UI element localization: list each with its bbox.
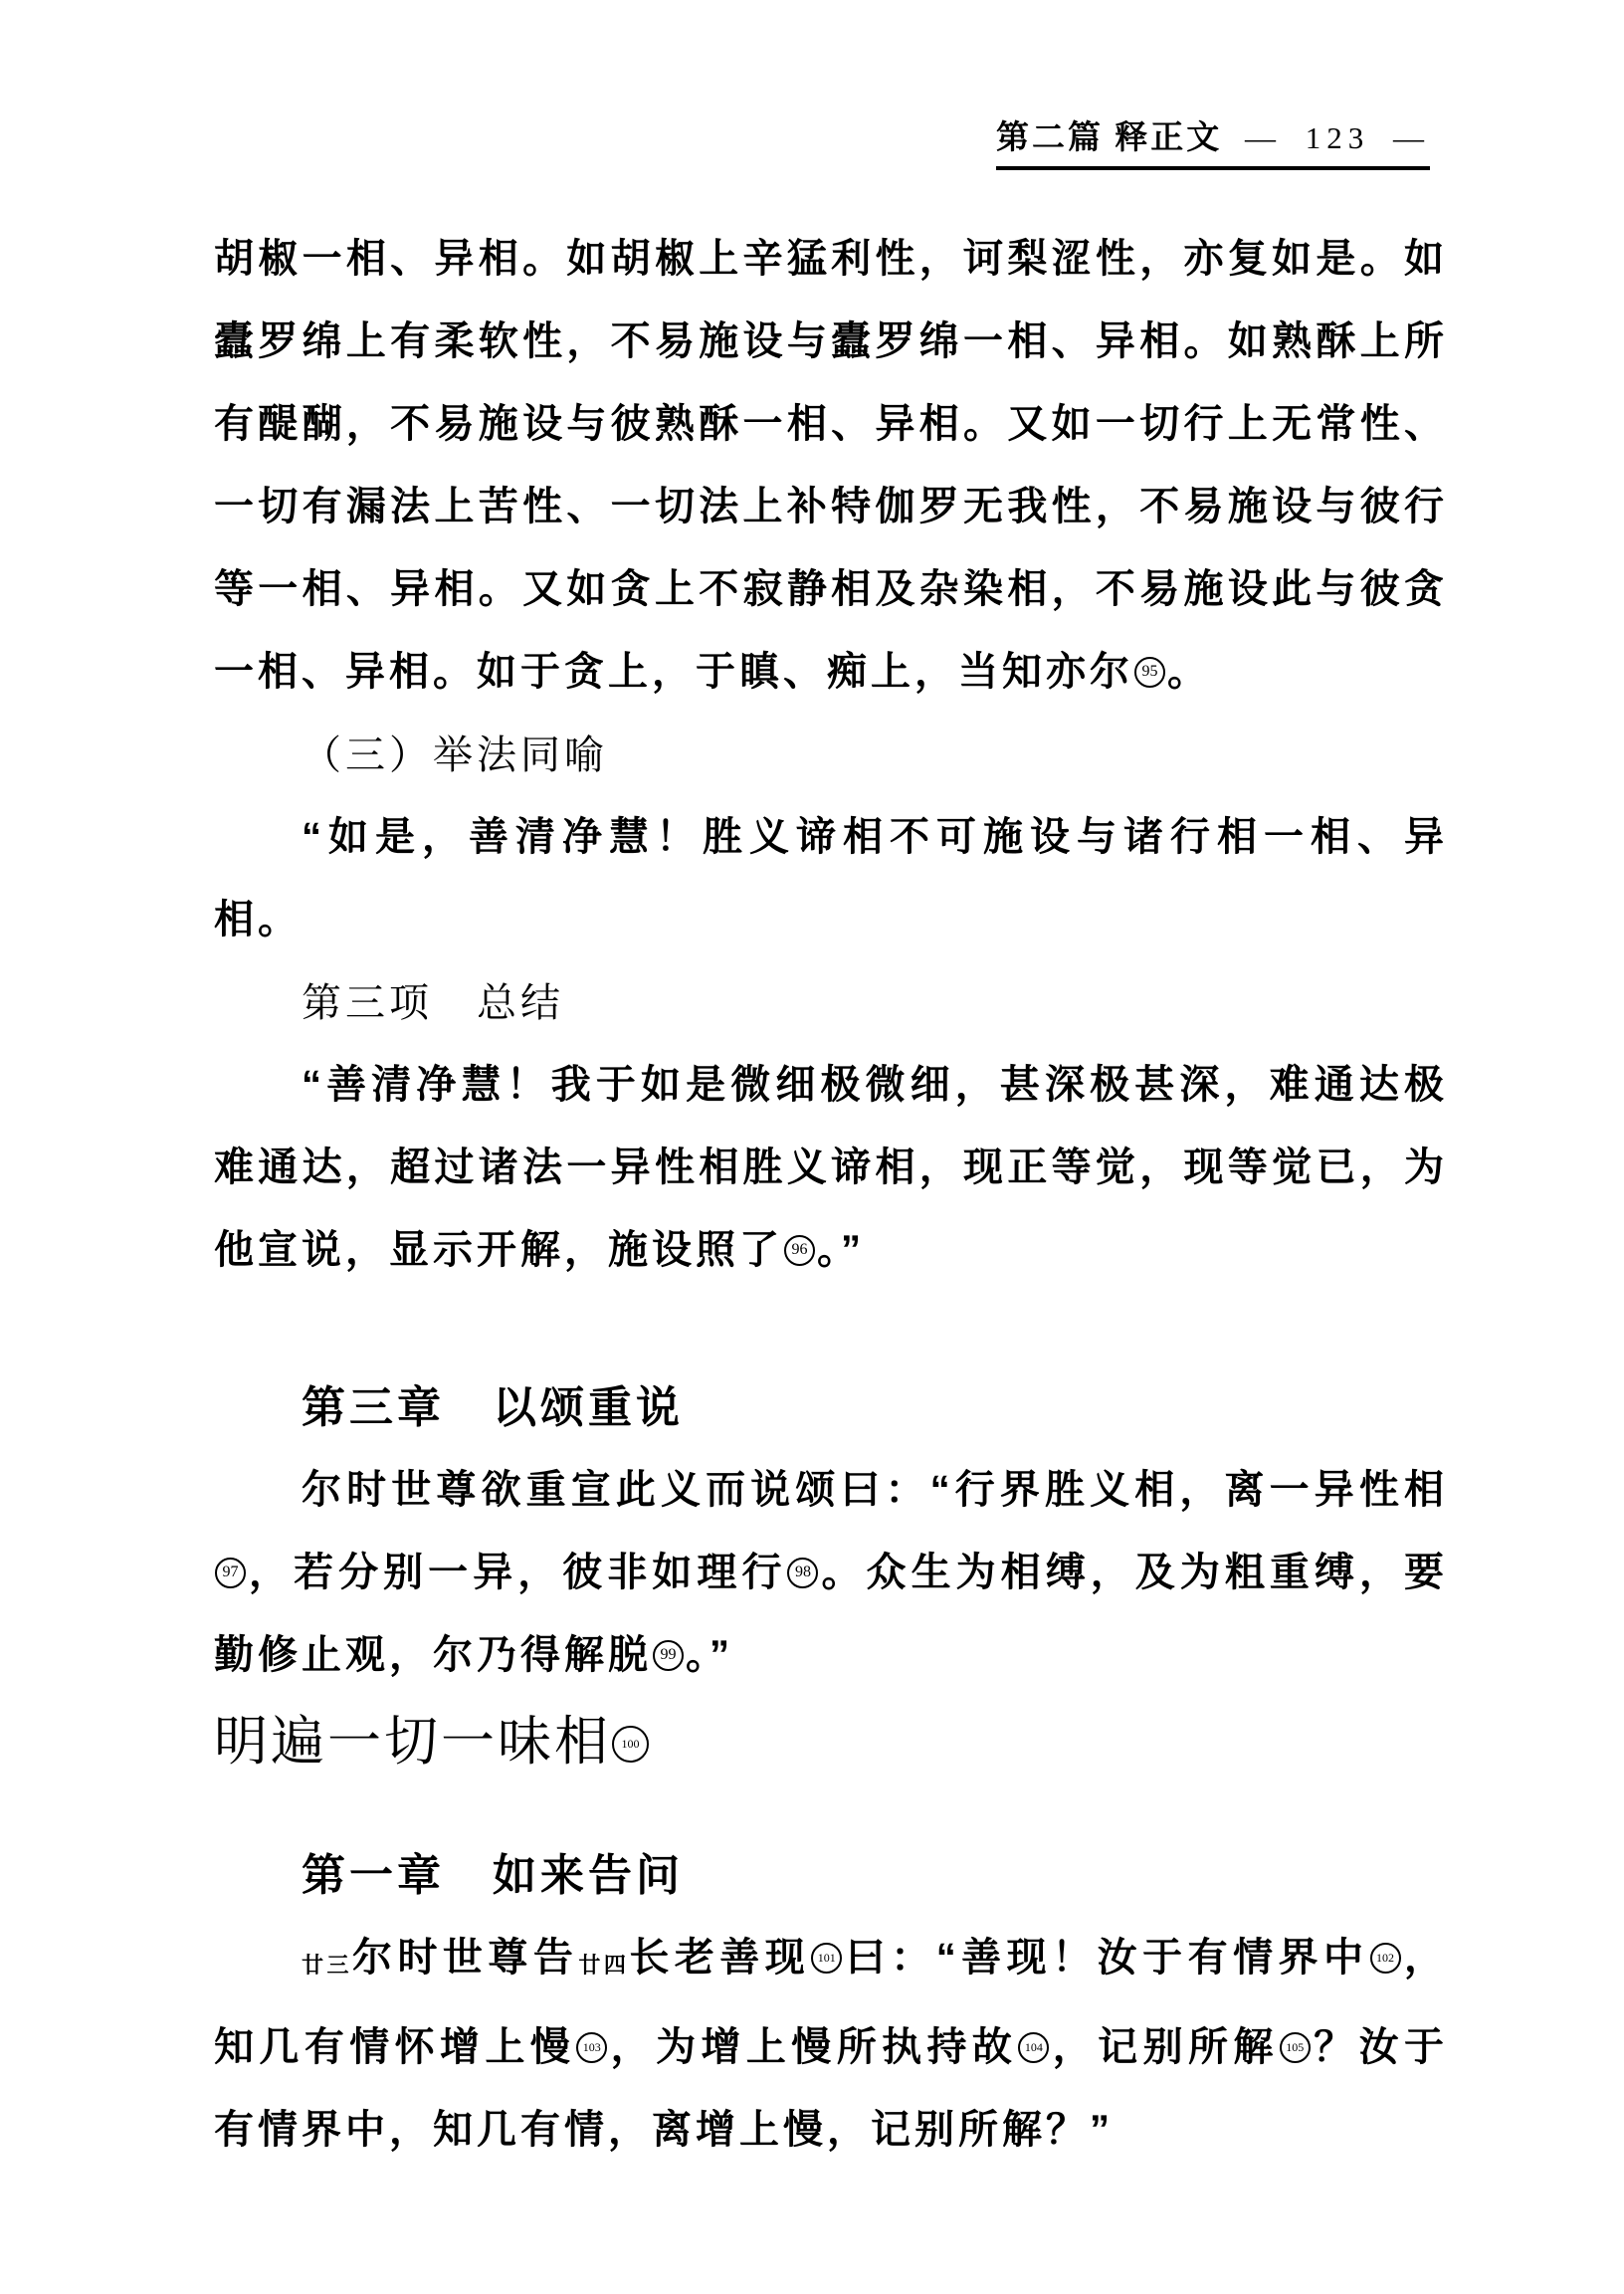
small-section-marker: 廿四: [578, 1953, 630, 1978]
subsection-heading-simile: （三）举法同喻: [302, 732, 608, 777]
paragraph-quote: “如是，善清净慧！胜义谛相不可施设与诸行相一相、异相。: [214, 815, 1448, 941]
paragraph-verse: 尔时世尊欲重宣此义而说颂曰：“行界胜义相，离一异性相97 ，若分别一异，彼非如理行 98 。众生为相缚，及为粗重缚，要勤修止观，尔乃得解脱 99 。”: [214, 1468, 1449, 1677]
section-heading-one-taste: 明遍一切一味相 100: [214, 1697, 1448, 1786]
chapter-heading-ask: 第一章 如来告问: [302, 1851, 684, 1900]
footnote-ref-103: 103: [576, 2032, 607, 2063]
footnote-ref-95: 95: [1134, 657, 1165, 688]
chapter-heading-verse: 第三章 以颂重说: [302, 1383, 684, 1432]
footnote-ref-96: 96: [784, 1235, 815, 1266]
footnote-ref-99: 99: [653, 1640, 684, 1671]
footnote-ref-101: 101: [811, 1943, 842, 1974]
running-head-title: 第二篇 释正文: [996, 120, 1223, 156]
footnote-ref-104: 104: [1018, 2032, 1049, 2063]
footnote-ref-105: 105: [1280, 2032, 1311, 2063]
paragraph-summary: “善清净慧！我于如是微细极微细，甚深极甚深，难通达极难通达，超过诸法一异性相胜义谛相，现正等觉，现等觉已，为他宣说，显示开解，施设照了 96 。”: [214, 1063, 1448, 1272]
small-section-marker: 廿三: [302, 1953, 352, 1978]
footnote-ref-98: 98: [787, 1558, 818, 1588]
running-header: [996, 111, 1430, 170]
subsection-heading-summary: 第三项 总结: [302, 980, 564, 1025]
page-number: — 123 —: [1245, 120, 1430, 155]
footnote-ref-97: 97: [215, 1558, 246, 1588]
paragraph-continuation: 胡椒一相、异相。如胡椒上辛猛利性，诃梨涩性，亦复如是。如蠹罗绵上有柔软性，不易施设与蠹罗绵一相、异相。如熟酥上所有醍醐，不易施设与彼熟酥一相、异相。又如一切行上无常性、一切有漏法上苦性、一切法上补特伽罗无我性，不易施设与彼行等一相、异相。又如贪上不寂静相及杂染相，不易施设此与彼贪一相、异相。如于贪上，于瞋、痴上，当知亦尔 95 。: [214, 237, 1448, 694]
footnote-ref-100: 100: [612, 1726, 649, 1763]
body-text: [214, 218, 1448, 2172]
paragraph-ask: 廿三尔时世尊告廿四长老善现 101 曰：“善现！汝于有情界中 102 ，知几有情怀增上慢 103 ，为增上慢所执持故 104 ，记别所解 105 ？汝于有情界中，知几有情，离增上慢，记别所解？”: [214, 1936, 1449, 2152]
footnote-ref-102: 102: [1370, 1943, 1401, 1974]
